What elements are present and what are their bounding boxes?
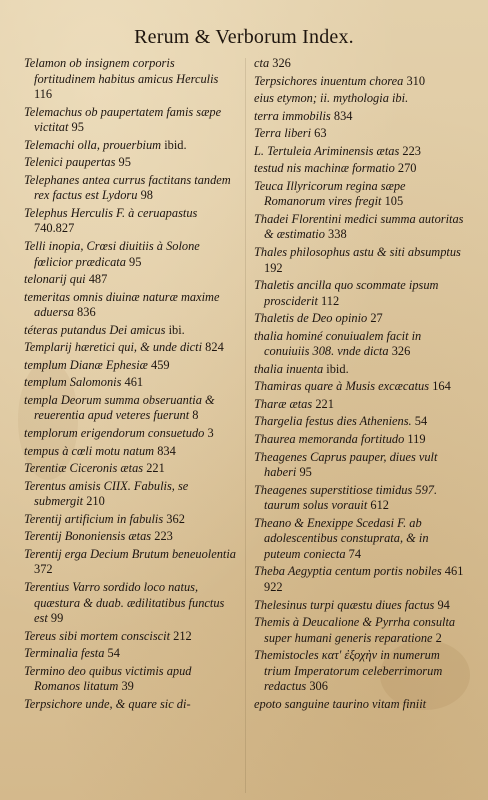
index-entry-text: Telemachus ob paupertatem famis sæpe victitat <box>24 104 222 135</box>
index-entry <box>24 290 236 321</box>
index-entry-page: 461 <box>124 375 144 390</box>
index-entry-page: 221 <box>315 396 334 411</box>
index-entry <box>24 529 236 545</box>
index-entry-text: Terentius Varro sordido loco natus, quæstura & duab. ædilitatibus functus est <box>24 579 225 626</box>
index-entry <box>254 516 466 563</box>
index-entry-text: Terpsichore unde, & quare sic di- <box>24 696 191 711</box>
index-entry-page: 362 <box>166 511 185 526</box>
index-entry-text: Thelesinus turpi quæstu diues factus <box>254 597 435 612</box>
index-entry <box>24 323 236 339</box>
index-entry-text: Terra liberi <box>254 126 312 141</box>
index-entry <box>24 629 236 645</box>
index-entry-page: 834 <box>157 443 176 458</box>
index-entry-page: 326 <box>272 56 291 70</box>
index-entry <box>24 646 236 662</box>
index-entry-page: 95 <box>71 120 84 135</box>
index-entry-page: 459 <box>151 357 170 372</box>
index-entry <box>254 161 466 177</box>
index-entry-page: 95 <box>299 465 312 480</box>
index-entry-page: 824 <box>205 340 224 355</box>
index-entry-page: 740.827 <box>34 221 75 236</box>
index-entry-page: 54 <box>107 646 120 661</box>
index-entry-page: 2 <box>435 630 442 645</box>
index-entry-page: 98 <box>140 188 153 203</box>
page-title: Rerum & Verborum Index. <box>134 26 354 48</box>
index-entry-page: 372 <box>34 562 53 577</box>
index-entry-page: 99 <box>50 611 64 626</box>
index-entry <box>254 362 466 378</box>
index-entry-text: Terminalia festa <box>24 646 105 661</box>
index-entry-text: tempus à cœli motu natum <box>24 443 155 458</box>
index-entry <box>24 358 236 374</box>
index-entry-page: 310 <box>406 73 426 88</box>
index-entry-page: 223 <box>402 143 421 158</box>
index-entry-text: Themistocles κατ' ἐξοχὴν in numerum trium Imperatorum celeberrimorum redactus <box>254 648 443 694</box>
index-entry-page: ibi. <box>168 322 185 337</box>
index-entry-page: 338 <box>328 227 347 242</box>
index-entry-text: telonarij qui <box>24 272 86 287</box>
index-entry-page: 192 <box>264 260 283 275</box>
index-entry <box>254 564 466 595</box>
index-entry <box>254 329 466 360</box>
index-entry-page: 116 <box>34 87 53 102</box>
index-entry <box>254 91 466 107</box>
index-entry-page: 834 <box>333 108 353 123</box>
index-entry <box>254 450 466 481</box>
index-entry <box>254 379 466 395</box>
column-divider <box>245 58 246 793</box>
index-entry-page: 836 <box>77 305 96 320</box>
index-entry-page: 3 <box>207 426 214 441</box>
index-entry <box>24 173 236 204</box>
index-entry <box>24 239 236 270</box>
index-entry-text: Thargelia festus dies Atheniens. <box>254 414 412 429</box>
index-entry-page: 270 <box>397 161 417 176</box>
index-entry <box>254 56 466 72</box>
index-entry <box>24 155 236 171</box>
index-entry <box>24 393 236 424</box>
index-entry <box>24 512 236 528</box>
index-entry <box>254 598 466 614</box>
index-entry <box>24 580 236 627</box>
index-entry-text: téteras putandus Dei amicus <box>24 322 166 337</box>
index-entry <box>24 461 236 477</box>
index-entry <box>254 697 466 713</box>
index-entry-text: Terentij artificium in fabulis <box>24 511 164 526</box>
index-entry-page: 95 <box>129 254 142 269</box>
index-column-right <box>254 56 466 714</box>
index-entry-text: thalia inuenta <box>254 361 324 376</box>
index-entry-text: Terpsichores inuentum chorea <box>254 73 404 88</box>
index-entry-text: Tereus sibi mortem consciscit <box>24 628 171 643</box>
index-entry-text: eius etymon; ii. mythologia ibi. <box>254 91 409 106</box>
index-entry-page: 119 <box>407 432 426 447</box>
index-entry-text: Telephanes antea currus factitans tandem rex factus est Lydoru <box>24 172 231 203</box>
index-entry-text: Theba Aegyptia centum portis nobiles <box>254 564 442 579</box>
index-entry <box>254 648 466 695</box>
index-entry <box>24 56 236 103</box>
index-entry-text: Tharæ ætas <box>254 396 313 411</box>
index-entry <box>24 272 236 288</box>
index-entry-text: Terentus amisis CIIX. Fabulis, se submergit <box>24 478 189 509</box>
index-entry <box>254 483 466 514</box>
index-entry-text: templum Dianæ Ephesiæ <box>24 357 148 372</box>
index-entry-page: 212 <box>173 628 192 643</box>
index-entry-text: Thaletis ancilla quo scommate ipsum prosciderit <box>254 278 439 308</box>
index-entry-text: L. Tertuleia Ariminensis ætas <box>254 143 400 158</box>
index-entry <box>254 144 466 160</box>
index-entry-page: 54 <box>414 414 428 429</box>
index-entry-text: Telamon ob insignem corporis fortitudinem habitus amicus Herculis <box>24 56 219 86</box>
index-entry-page: 164 <box>432 379 451 394</box>
index-entry-text: Terentij erga Decium Brutum beneuolentia <box>24 546 236 561</box>
index-entry <box>24 105 236 136</box>
index-entry <box>24 547 236 578</box>
index-entry <box>254 109 466 125</box>
index-entry <box>24 206 236 237</box>
index-entry <box>24 426 236 442</box>
index-entry-text: Termino deo quibus victimis apud Romanos litatum <box>24 663 192 694</box>
index-entry-text: Theagenes superstitiose timidus 597. taurum solus vorauit <box>254 482 438 513</box>
index-entry <box>254 126 466 142</box>
index-entry-page: 221 <box>146 461 165 476</box>
index-entry-text: templa Deorum summa obseruantia & reuerentia apud veteres fuerunt <box>24 392 215 423</box>
index-entry-text: Thales philosophus astu & siti absumptus <box>254 245 461 260</box>
index-entry <box>24 375 236 391</box>
index-entry-text: Theano & Enexippe Scedasi F. ab adolescentibus constuprata, & in puteum coniecta <box>254 515 429 561</box>
index-entry <box>24 340 236 356</box>
index-entry-page: 27 <box>370 311 383 326</box>
index-entry-text: Templarij hæretici qui, & unde dicti <box>24 340 203 355</box>
index-entry <box>254 432 466 448</box>
index-entry <box>254 397 466 413</box>
index-entry-text: Teuca Illyricorum regina sæpe Romanorum vires fregit <box>254 178 406 209</box>
index-entry-page: 306 <box>309 679 328 694</box>
index-entry <box>254 615 466 646</box>
index-entry-text: templum Salomonis <box>24 375 122 390</box>
index-entry-page: 94 <box>437 597 450 612</box>
index-entry-text: Terentij Bononiensis ætas <box>24 529 152 544</box>
index-entry-page: 487 <box>88 272 108 287</box>
index-entry-text: templorum erigendorum consuetudo <box>24 426 205 441</box>
index-entry-page: 612 <box>370 498 389 513</box>
index-entry-page: 461 922 <box>264 564 464 594</box>
index-entry-text: temeritas omnis diuinæ naturæ maxime aduersa <box>24 289 220 320</box>
index-entry-page: ibid. <box>326 361 349 376</box>
index-entry-page: 210 <box>86 494 105 509</box>
index-entry-text: epoto sanguine taurino vitam finiit <box>254 696 427 711</box>
index-entry-page: ibid. <box>164 137 187 152</box>
index-entry-text: Thaurea memoranda fortitudo <box>254 432 405 447</box>
index-entry-text: testud nis machinæ formatio <box>254 161 395 176</box>
index-entry <box>254 414 466 430</box>
index-entry-page: 39 <box>121 679 134 694</box>
index-entry-text: Telemachi olla, prouerbium <box>24 137 162 152</box>
index-entry-text: Theagenes Caprus pauper, diues vult haberi <box>254 449 438 480</box>
index-entry-text: terra immobilis <box>254 108 331 123</box>
index-entry-page: 326 <box>391 344 411 359</box>
index-entry-page: 105 <box>384 194 404 209</box>
index-entry <box>24 664 236 695</box>
index-entry-page: 95 <box>118 155 131 170</box>
index-entry-text: Thadei Florentini medici summa autoritas & æstimatio <box>254 211 464 242</box>
index-entry <box>254 245 466 276</box>
index-entry-text: Themis à Deucalione & Pyrrha consulta super humani generis reparatione <box>254 615 456 645</box>
index-entry-text: Telenici paupertas <box>24 155 116 170</box>
index-entry-page: 223 <box>154 529 173 544</box>
index-entry <box>254 212 466 243</box>
index-entry-text: Terentiæ Ciceronis ætas <box>24 461 144 476</box>
index-entry-page: 63 <box>314 126 327 141</box>
index-entry <box>254 179 466 210</box>
index-entry-text: cta <box>254 56 270 70</box>
index-entry <box>254 74 466 90</box>
index-column-left <box>24 56 236 714</box>
index-entry <box>24 697 236 713</box>
index-entry-text: Telephus Herculis F. à ceruapastus <box>24 205 198 220</box>
index-entry <box>24 138 236 154</box>
index-entry-text: thalia hominé conuiualem facit in conuiuiis 308. vnde dicta <box>254 328 422 359</box>
index-entry-text: Thaletis de Deo opinio <box>254 311 368 326</box>
index-entry <box>24 479 236 510</box>
index-entry <box>254 311 466 327</box>
index-entry-page: 74 <box>348 546 362 561</box>
index-entry-text: Thamiras quare à Musis excæcatus <box>254 379 430 394</box>
index-entry-text: Telli inopia, Crœsi diuitiis à Solone fœlicior prædicata <box>24 239 200 269</box>
index-entry-page: 112 <box>321 293 340 308</box>
index-entry <box>24 444 236 460</box>
index-entry-page: 8 <box>192 408 199 423</box>
index-entry <box>254 278 466 309</box>
